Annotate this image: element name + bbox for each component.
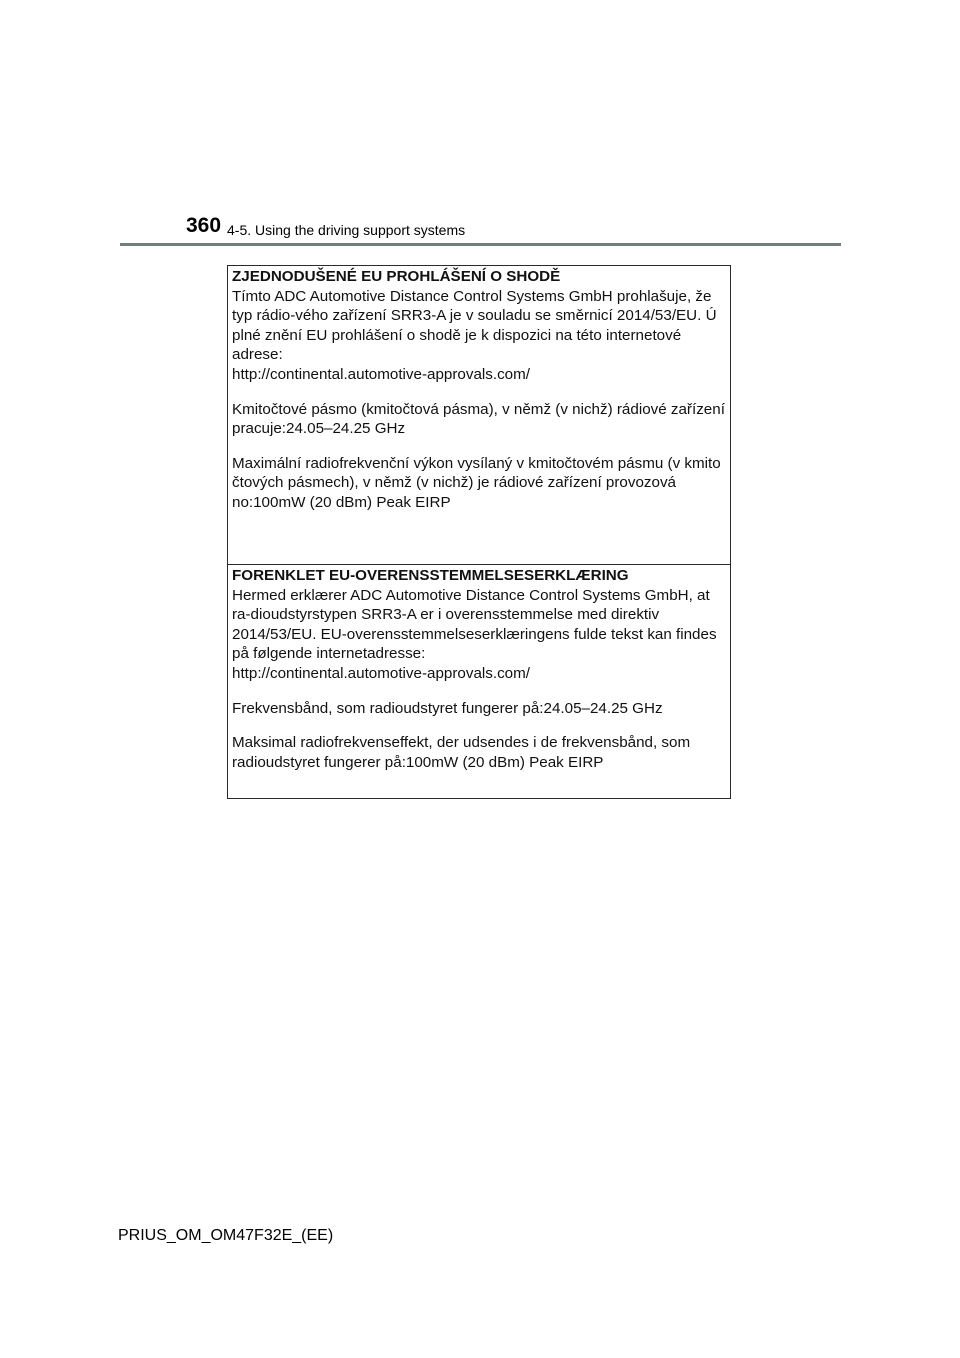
page-header bbox=[186, 214, 840, 244]
czech-power-text: Maximální radiofrekvenční výkon vysílaný v kmitočtovém pásmu (v kmito čtových pásmech), v němž (v nichž) je rádiové zařízení provozová no:100mW (20 dBm) Peak EIRP bbox=[232, 454, 721, 511]
danish-frequency-text: Frekvensbånd, som radioudstyret fungerer på:24.05–24.25 GHz bbox=[232, 699, 663, 717]
czech-declaration-text: Tímto ADC Automotive Distance Control Systems GmbH prohlašuje, že typ rádio-vého zařízení SRR3-A je v souladu se směrnicí 2014/53/EU. Ú plné znění EU prohlášení o shodě je k dispozici na této internetové adrese: http://continental.automotive-approvals.com/ bbox=[232, 287, 717, 383]
section-title: 4-5. Using the driving support systems bbox=[227, 222, 466, 238]
danish-declaration-title: FORENKLET EU-OVERENSSTEMMELSESERKLÆRING bbox=[232, 567, 629, 584]
czech-declaration-section bbox=[228, 266, 730, 564]
czech-frequency-text: Kmitočtové pásmo (kmitočtová pásma), v němž (v nichž) rádiové zařízení pracuje:24.05–24.25 GHz bbox=[232, 400, 725, 438]
czech-declaration-title: ZJEDNODUŠENÉ EU PROHLÁŠENÍ O SHODĚ bbox=[232, 268, 561, 285]
header-rule bbox=[120, 243, 841, 246]
document-code: PRIUS_OM_OM47F32E_(EE) bbox=[118, 1227, 334, 1244]
danish-power-text: Maksimal radiofrekvenseffekt, der udsendes i de frekvensbånd, som radioudstyret fungerer på:100mW (20 dBm) Peak EIRP bbox=[232, 734, 691, 771]
page-number: 360 bbox=[186, 214, 222, 237]
danish-declaration-section bbox=[228, 564, 730, 800]
danish-declaration-text: Hermed erklærer ADC Automotive Distance Control Systems GmbH, at ra-dioudstyrstypen SRR3-A er i overensstemmelse med direktiv 2014/53/EU. EU-overensstemmelseserklæringens fulde tekst kan findes på følgende internetadresse: http://continental.automotive-approvals.com/ bbox=[232, 586, 717, 682]
eu-declaration-box bbox=[227, 265, 731, 799]
